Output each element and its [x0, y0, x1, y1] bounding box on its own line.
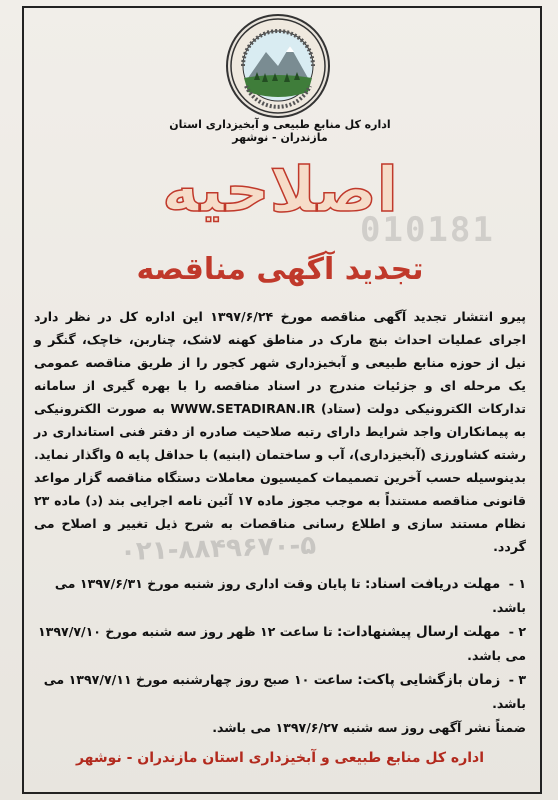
item-number: ۱ - [508, 576, 526, 591]
announcement-body: پیرو انتشار تجدید آگهی مناقصه مورخ ۱۳۹۷/۶/۲۴ این اداره کل در نظر دارد اجرای عملیات احداث بنچ مارک در مناطق کهنه لاشک، چناربن، خاچک، گنگر و نیل از حوزه منابع طبیعی و آبخیزداری شهر کجور را از طریق مناقصه عمومی یک مرحله ای و جزئیات مندرج در اسناد مناقصه را با بهره گیری از سامانه تدارکات الکترونیکی دولت (ستاد) WWW.SETADIRAN.IR به صورت الکترونیکی به پیمانکاران واجد شرایط دارای رتبه صلاحیت صادره از دفتر فنی استانداری در رشته کشاورزی (آبخیزداری)، آب و ساختمان (ابنیه) با حداقل پایه ۵ واگذار نماید. بدینوسیله حسب آخرین تصمیمات کمیسیون معاملات دستگاه مناقصه گزار مواعد قانونی مناقصه مستنداً به موجب مجوز ماده ۱۷ آئین نامه اجرایی بند (د) ماده ۲۳ نظام مستند سازی و اطلاع رسانی مناقصات به شرح ذیل تغییر و اصلاح می گردد. [34, 309, 526, 554]
item-text: ساعت ۱۰ صبح روز چهارشنبه مورخ ۱۳۹۷/۷/۱۱ می باشد. [43, 672, 526, 711]
deadline-item-documents [34, 572, 526, 619]
deadline-item-opening [34, 668, 526, 715]
item-label: مهلت دریافت اسناد: [365, 576, 501, 592]
item-text: تا ساعت ۱۲ ظهر روز سه شنبه مورخ ۱۳۹۷/۷/۱۰ می باشد. [37, 624, 526, 663]
mountain-forest-emblem-icon [228, 16, 328, 116]
publication-note: ضمناً نشر آگهی روز سه شنبه ۱۳۹۷/۶/۲۷ می باشد. [212, 720, 526, 735]
item-number: ۲ - [508, 624, 526, 639]
item-label: زمان بازگشایی پاکت: [357, 672, 501, 688]
footer-organization: اداره کل منابع طبیعی و آبخیزداری استان مازندران - نوشهر [75, 750, 485, 766]
announcement-title: اصلاحیه [162, 153, 398, 226]
item-number: ۳ - [508, 672, 526, 687]
organization-seal-logo [226, 14, 330, 118]
item-text: تا پایان وقت اداری روز شنبه مورخ ۱۳۹۷/۶/۳۱ می باشد. [54, 576, 526, 615]
background-code-watermark: 010181 [360, 210, 495, 250]
item-label: مهلت ارسال پیشنهادات: [337, 624, 501, 640]
deadline-item-proposals [34, 620, 526, 667]
deadline-list [34, 572, 526, 739]
announcement-subtitle: تجدید آگهی مناقصه [136, 252, 424, 287]
phone-watermark: ۰۲۱-۸۸۴۹۶۷۰-۵ [119, 530, 317, 568]
organization-caption: اداره کل منابع طبیعی و آبخیزداری استان مازندران - نوشهر [169, 118, 391, 144]
